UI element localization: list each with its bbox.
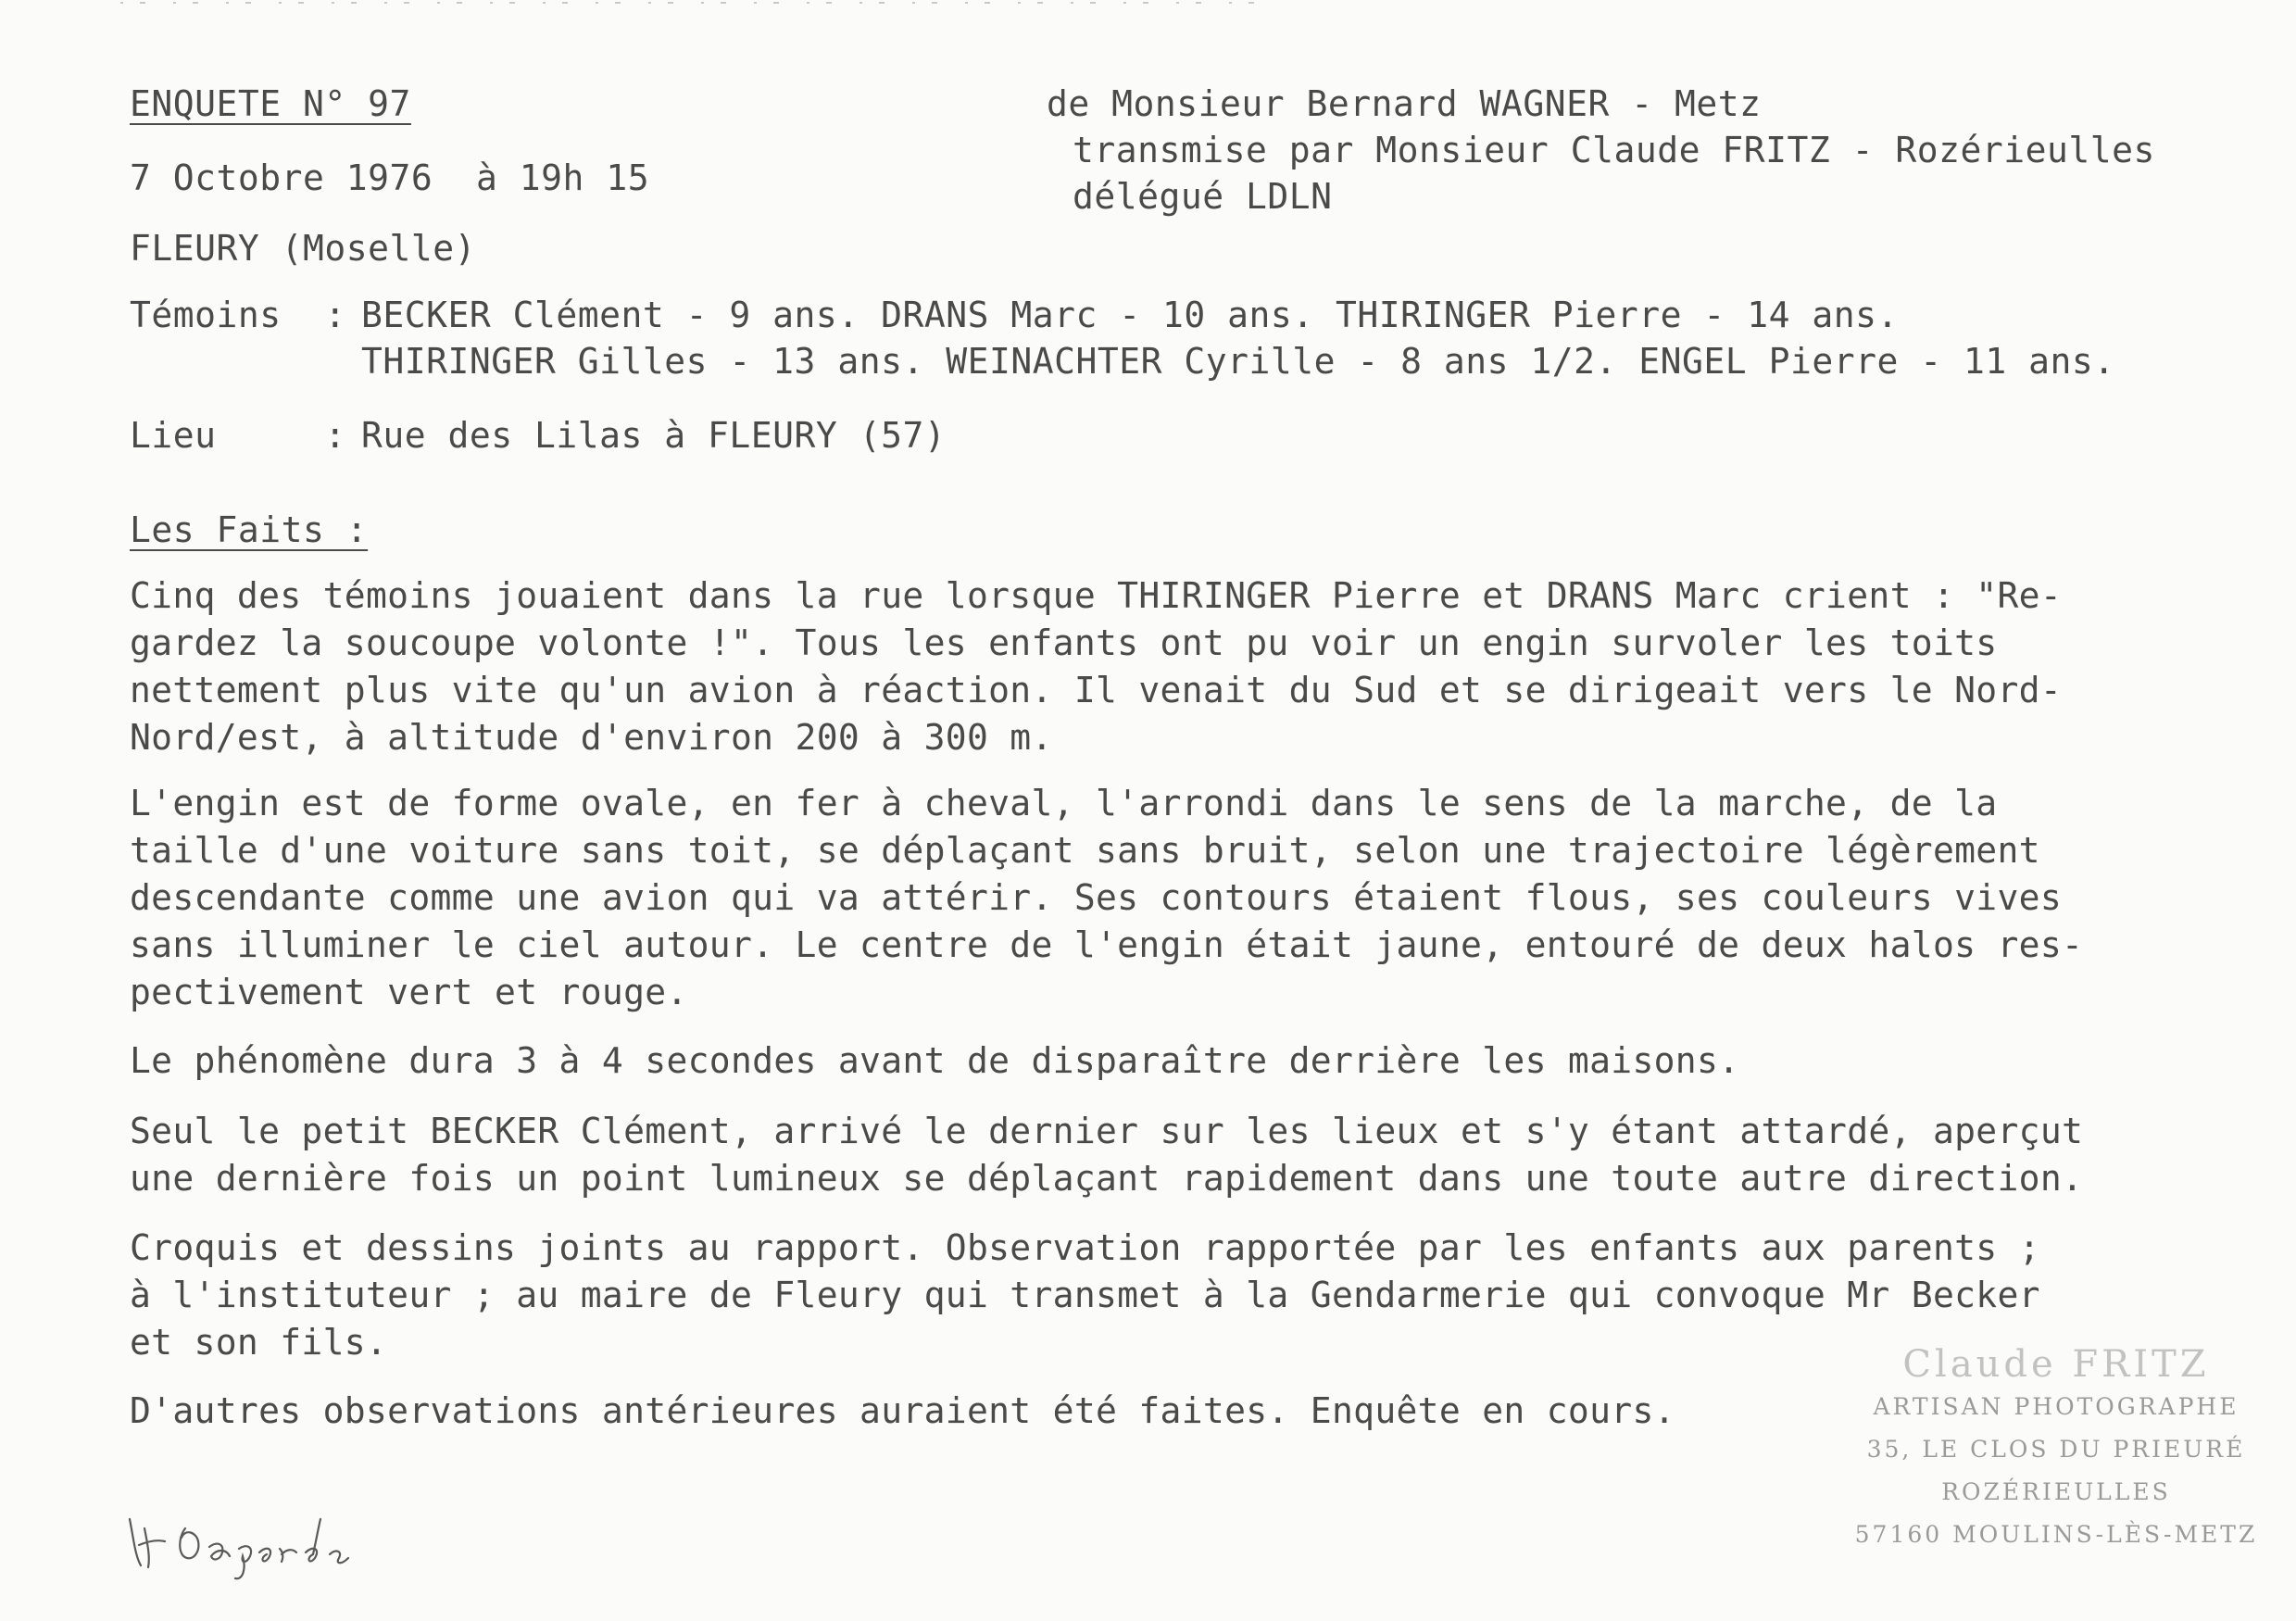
paragraph-line: gardez la soucoupe volonte !". Tous les enfants ont pu voir un engin survoler les toits	[130, 622, 1998, 663]
stamp-line-1: ARTISAN PHOTOGRAPHE	[1873, 1393, 2240, 1420]
facts-paragraph-1	[130, 572, 2241, 761]
paragraph-line: sans illuminer le ciel autour. Le centre de l'engin était jaune, entouré de deux halos res-	[130, 924, 2084, 965]
paragraph-line: Seul le petit BECKER Clément, arrivé le dernier sur les lieux et s'y étant attardé, aperçut	[130, 1111, 2084, 1151]
paragraph-line: D'autres observations antérieures auraient été faites. Enquête en cours.	[130, 1390, 1675, 1431]
source-line-1: de Monsieur Bernard WAGNER - Metz	[1047, 83, 1762, 124]
stamp-line-2: 35, LE CLOS DU PRIEURÉ	[1866, 1436, 2246, 1463]
paragraph-line: nettement plus vite qu'un avion à réaction. Il venait du Sud et se dirigeait vers le Nord-	[130, 670, 2063, 710]
enquete-number: ENQUETE N° 97	[130, 83, 411, 124]
stamp-name: Claude FRITZ	[1902, 1343, 2210, 1386]
paragraph-line: Nord/est, à altitude d'environ 200 à 300 m.	[130, 717, 1053, 758]
source-line-2: transmise par Monsieur Claude FRITZ - Rozérieulles	[1073, 130, 2155, 170]
paragraph-line: et son fils.	[130, 1322, 388, 1363]
witnesses-line-1: BECKER Clément - 9 ans. DRANS Marc - 10 ans. THIRINGER Pierre - 14 ans.	[361, 295, 1899, 335]
paragraph-line: Croquis et dessins joints au rapport. Observation rapportée par les enfants aux parents ;	[130, 1227, 2040, 1268]
paragraph-line: pectivement vert et rouge.	[130, 972, 688, 1012]
facts-heading: Les Faits :	[130, 509, 369, 550]
paragraph-line: taille d'une voiture sans toit, se déplaçant sans bruit, selon une trajectoire légèrement	[130, 830, 2040, 871]
paragraph-line: Le phénomène dura 3 à 4 secondes avant de disparaître derrière les maisons.	[130, 1040, 1740, 1081]
source-line-3: délégué LDLN	[1073, 176, 1333, 217]
paragraph-line: L'engin est de forme ovale, en fer à cheval, l'arrondi dans le sens de la marche, de la	[130, 783, 1998, 823]
photographer-stamp	[1843, 1343, 2269, 1556]
stamp-line-3: ROZÉRIEULLES	[1941, 1478, 2171, 1505]
handwritten-signature	[120, 1501, 426, 1584]
facts-paragraph-4	[130, 1108, 2241, 1202]
paragraph-line: une dernière fois un point lumineux se déplaçant rapidement dans une toute autre direction.	[130, 1158, 2084, 1199]
paragraph-line: à l'instituteur ; au maire de Fleury qui transmet à la Gendarmerie qui convoque Mr Becker	[130, 1275, 2040, 1315]
paragraph-line: descendante comme une avion qui va attérir. Ses contours étaient flous, ses couleurs vives	[130, 877, 2063, 918]
facts-paragraph-2	[130, 780, 2241, 1016]
observation-place: FLEURY (Moselle)	[130, 228, 477, 269]
paragraph-line: Cinq des témoins jouaient dans la rue lorsque THIRINGER Pierre et DRANS Marc crient : "Re-	[130, 575, 2063, 616]
witnesses-line-2: THIRINGER Gilles - 13 ans. WEINACHTER Cyrille - 8 ans 1/2. ENGEL Pierre - 11 ans.	[361, 341, 2115, 382]
scan-artifact	[120, 0, 1278, 9]
location-value: Rue des Lilas à FLEURY (57)	[361, 415, 947, 456]
witnesses-label: Témoins :	[130, 295, 346, 335]
observation-date: 7 Octobre 1976 à 19h 15	[130, 157, 650, 198]
facts-paragraph-3	[130, 1037, 2241, 1085]
stamp-line-4: 57160 MOULINS-LÈS-METZ	[1854, 1521, 2258, 1548]
location-label: Lieu :	[130, 415, 346, 456]
